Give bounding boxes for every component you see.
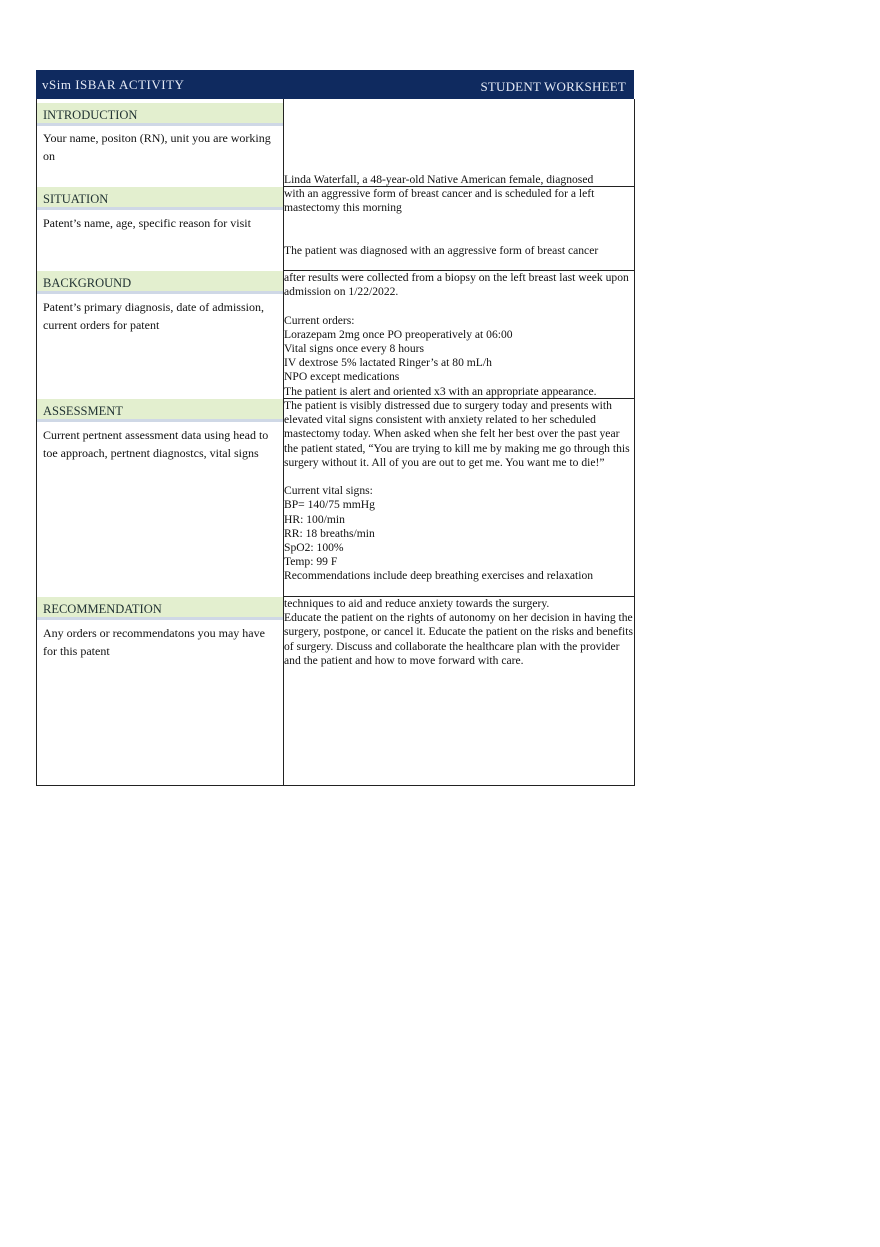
worksheet-title: STUDENT WORKSHEET xyxy=(480,79,626,94)
section-label-assessment: ASSESSMENT xyxy=(37,399,283,419)
prompt-assessment: Current pertnent assessment data using head to toe approach, pertnent diagnostcs, vital signs xyxy=(43,428,269,460)
response-assessment: The patient is visibly distressed due to surgery today and presents with elevated vital signs consistent with anxiety related to her scheduled mastectomy today. When asked when she felt her best over the past year the patient stated, “You are trying to kill me by making me go through this surgery without it. All of you are out to get me. You want me to die!” Current vital signs: BP= 140/75 mmHg HR: 100/min RR: 18 breaths/min SpO2: 100% Temp: 99 F Recommendations include deep breathing exercises and relaxation xyxy=(284,399,630,583)
worksheet-header xyxy=(36,70,634,99)
prompt-situation: Patent’s name, age, specific reason for visit xyxy=(43,216,251,230)
section-label-introduction: INTRODUCTION xyxy=(37,103,283,123)
activity-title: vSim ISBAR ACTIVITY xyxy=(42,77,185,92)
response-introduction: Linda Waterfall, a 48-year-old Native American female, diagnosed xyxy=(284,173,594,186)
section-label-recommendation: RECOMMENDATION xyxy=(37,597,283,617)
section-label-situation: SITUATION xyxy=(37,187,283,207)
response-background: after results were collected from a biopsy on the left breast last week upon admission on 1/22/2022. Current orders: Lorazepam 2mg once PO preoperatively at 06:00 Vital signs once every 8 hours IV dextrose 5% lactated Ringer’s at 80 mL/h NPO except medications The patient is alert and oriented x3 with an appropriate appearance. xyxy=(284,271,629,398)
response-situation: with an aggressive form of breast cancer and is scheduled for a left mastectomy this morning The patient was diagnosed with an aggressive form of breast cancer xyxy=(284,187,599,257)
prompt-recommendation: Any orders or recommendatons you may have for this patent xyxy=(43,626,265,658)
section-label-background: BACKGROUND xyxy=(37,271,283,291)
prompt-introduction: Your name, positon (RN), unit you are working on xyxy=(43,131,271,163)
prompt-background: Patent’s primary diagnosis, date of admission, current orders for patent xyxy=(43,300,264,332)
response-recommendation: techniques to aid and reduce anxiety towards the surgery. Educate the patient on the rights of autonomy on her decision in having the surgery, postpone, or cancel it. Educate the patient on the risks and benefits of surgery. Discuss and collaborate the healthcare plan with the provider and the patient and how to move forward with care. xyxy=(284,597,633,667)
